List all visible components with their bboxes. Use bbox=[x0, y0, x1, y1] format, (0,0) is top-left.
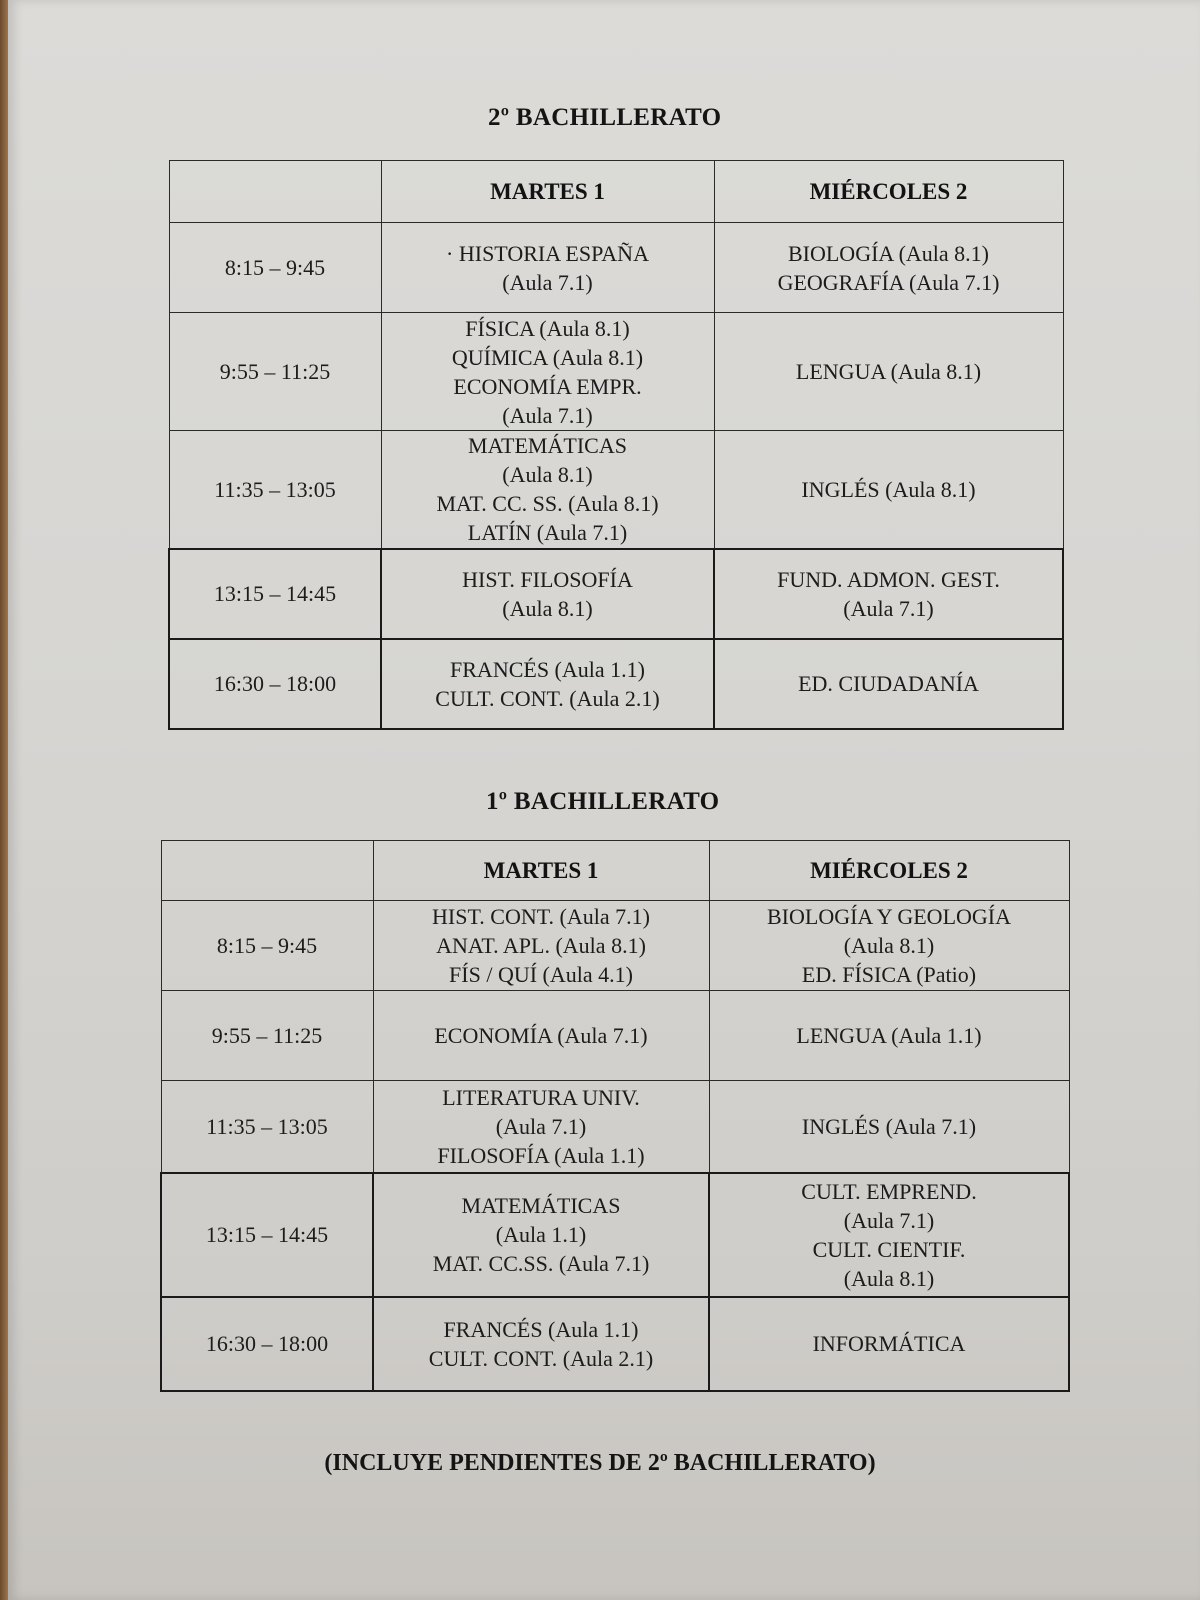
subject-line: HIST. CONT. (Aula 7.1) bbox=[432, 904, 650, 929]
subject-line: ANAT. APL. (Aula 8.1) bbox=[436, 933, 646, 958]
martes-subject-cell bbox=[381, 431, 714, 549]
header-empty-cell bbox=[161, 841, 373, 901]
header-empty-cell bbox=[169, 161, 381, 223]
time-slot-cell: 8:15 – 9:45 bbox=[161, 901, 373, 991]
subject-line: LENGUA (Aula 8.1) bbox=[795, 359, 982, 384]
header-martes: MARTES 1 bbox=[373, 841, 709, 901]
footer-note: (INCLUYE PENDIENTES DE 2º BACHILLERATO) bbox=[324, 1450, 876, 1476]
miercoles-subject-cell bbox=[714, 549, 1063, 639]
miercoles-subject-cell bbox=[714, 313, 1063, 431]
subject-line: INGLÉS (Aula 7.1) bbox=[801, 1113, 977, 1139]
table-row bbox=[161, 1173, 1069, 1297]
miercoles-subject-cell bbox=[709, 901, 1069, 991]
subject-line: QUÍMICA (Aula 8.1) bbox=[451, 344, 644, 370]
table-header-row bbox=[169, 161, 1063, 223]
subject-line: FRANCÉS (Aula 1.1) bbox=[450, 656, 645, 682]
subject-line: CULT. CONT. (Aula 2.1) bbox=[428, 1345, 654, 1371]
table-header-row bbox=[161, 841, 1069, 901]
subject-line: (Aula 8.1) bbox=[843, 1265, 935, 1291]
martes-subject-cell bbox=[373, 901, 709, 991]
subject-line: FÍSICA (Aula 8.1) bbox=[465, 315, 630, 341]
table-row bbox=[161, 991, 1069, 1081]
miercoles-subject-cell bbox=[714, 431, 1063, 549]
header-miercoles: MIÉRCOLES 2 bbox=[709, 841, 1069, 901]
table-row bbox=[169, 223, 1063, 313]
time-slot-cell: 8:15 – 9:45 bbox=[169, 223, 381, 313]
subject-line: (Aula 8.1) bbox=[843, 933, 935, 958]
subject-line: FRANCÉS (Aula 1.1) bbox=[443, 1316, 639, 1342]
subject-line: BIOLOGÍA Y GEOLOGÍA bbox=[767, 904, 1011, 929]
martes-subject-cell bbox=[381, 639, 714, 729]
miercoles-subject-cell bbox=[714, 639, 1063, 729]
section-title-2-bachillerato: 2º BACHILLERATO bbox=[488, 104, 722, 131]
subject-line: BIOLOGÍA (Aula 8.1) bbox=[787, 240, 990, 266]
table-row bbox=[169, 639, 1063, 729]
schedule-table-1-bachillerato bbox=[160, 840, 1070, 1392]
subject-line: (Aula 7.1) bbox=[502, 402, 593, 428]
table-row bbox=[169, 313, 1063, 431]
subject-line: FÍS / QUÍ (Aula 4.1) bbox=[449, 962, 633, 987]
subject-line: (Aula 7.1) bbox=[495, 1113, 587, 1139]
subject-line: MAT. CC.SS. (Aula 7.1) bbox=[432, 1251, 650, 1276]
time-slot-cell: 16:30 – 18:00 bbox=[169, 639, 381, 729]
subject-line: (Aula 8.1) bbox=[502, 462, 593, 488]
subject-line: MAT. CC. SS. (Aula 8.1) bbox=[436, 491, 659, 517]
subject-line: GEOGRAFÍA (Aula 7.1) bbox=[777, 269, 1000, 295]
martes-subject-cell bbox=[381, 549, 714, 639]
subject-line: ED. CIUDADANÍA bbox=[798, 671, 979, 696]
subject-line: ECONOMÍA (Aula 7.1) bbox=[434, 1023, 648, 1048]
martes-subject-cell bbox=[373, 1081, 709, 1173]
time-slot-cell: 9:55 – 11:25 bbox=[169, 313, 381, 431]
subject-line: ECONOMÍA EMPR. bbox=[453, 373, 642, 399]
miercoles-subject-cell bbox=[714, 223, 1063, 313]
martes-subject-cell bbox=[373, 991, 709, 1081]
subject-line: INGLÉS (Aula 8.1) bbox=[801, 476, 976, 502]
subject-line: · HISTORIA ESPAÑA bbox=[446, 240, 649, 266]
time-slot-cell: 13:15 – 14:45 bbox=[169, 549, 381, 639]
subject-line: FILOSOFÍA (Aula 1.1) bbox=[437, 1142, 645, 1168]
subject-line: (Aula 7.1) bbox=[843, 1207, 935, 1233]
martes-subject-cell bbox=[373, 1297, 709, 1391]
subject-line: (Aula 7.1) bbox=[843, 595, 934, 621]
table-row bbox=[161, 1081, 1069, 1173]
subject-line: INFORMÁTICA bbox=[812, 1331, 966, 1356]
time-slot-cell: 16:30 – 18:00 bbox=[161, 1297, 373, 1391]
miercoles-subject-cell bbox=[709, 1297, 1069, 1391]
subject-line: MATEMÁTICAS bbox=[468, 433, 627, 459]
subject-line: CULT. CONT. (Aula 2.1) bbox=[435, 685, 660, 711]
miercoles-subject-cell bbox=[709, 991, 1069, 1081]
miercoles-subject-cell bbox=[709, 1173, 1069, 1297]
subject-line: LITERATURA UNIV. bbox=[442, 1084, 640, 1110]
header-martes: MARTES 1 bbox=[381, 161, 714, 223]
subject-line: LENGUA (Aula 1.1) bbox=[796, 1023, 982, 1048]
miercoles-subject-cell bbox=[709, 1081, 1069, 1173]
table-row bbox=[169, 549, 1063, 639]
subject-line: LATÍN (Aula 7.1) bbox=[467, 520, 628, 546]
table-body bbox=[169, 223, 1063, 729]
subject-line: (Aula 7.1) bbox=[502, 269, 593, 295]
subject-line: CULT. EMPREND. bbox=[801, 1178, 977, 1204]
time-slot-cell: 11:35 – 13:05 bbox=[169, 431, 381, 549]
time-slot-cell: 11:35 – 13:05 bbox=[161, 1081, 373, 1173]
time-slot-cell: 9:55 – 11:25 bbox=[161, 991, 373, 1081]
subject-line: ED. FÍSICA (Patio) bbox=[801, 962, 977, 987]
martes-subject-cell bbox=[373, 1173, 709, 1297]
martes-subject-cell bbox=[381, 223, 714, 313]
time-slot-cell: 13:15 – 14:45 bbox=[161, 1173, 373, 1297]
table-row bbox=[169, 431, 1063, 549]
table-body bbox=[161, 901, 1069, 1391]
subject-line: (Aula 1.1) bbox=[495, 1222, 587, 1247]
subject-line: HIST. FILOSOFÍA bbox=[462, 566, 633, 592]
subject-line: MATEMÁTICAS bbox=[461, 1193, 621, 1218]
subject-line: FUND. ADMON. GEST. bbox=[777, 566, 1000, 592]
table-row bbox=[161, 901, 1069, 991]
subject-line: (Aula 8.1) bbox=[502, 595, 593, 621]
martes-subject-cell bbox=[381, 313, 714, 431]
section-title-1-bachillerato: 1º BACHILLERATO bbox=[486, 788, 720, 815]
header-miercoles: MIÉRCOLES 2 bbox=[714, 161, 1063, 223]
subject-line: CULT. CIENTIF. bbox=[812, 1236, 966, 1262]
table-row bbox=[161, 1297, 1069, 1391]
schedule-table-2-bachillerato bbox=[168, 160, 1064, 730]
